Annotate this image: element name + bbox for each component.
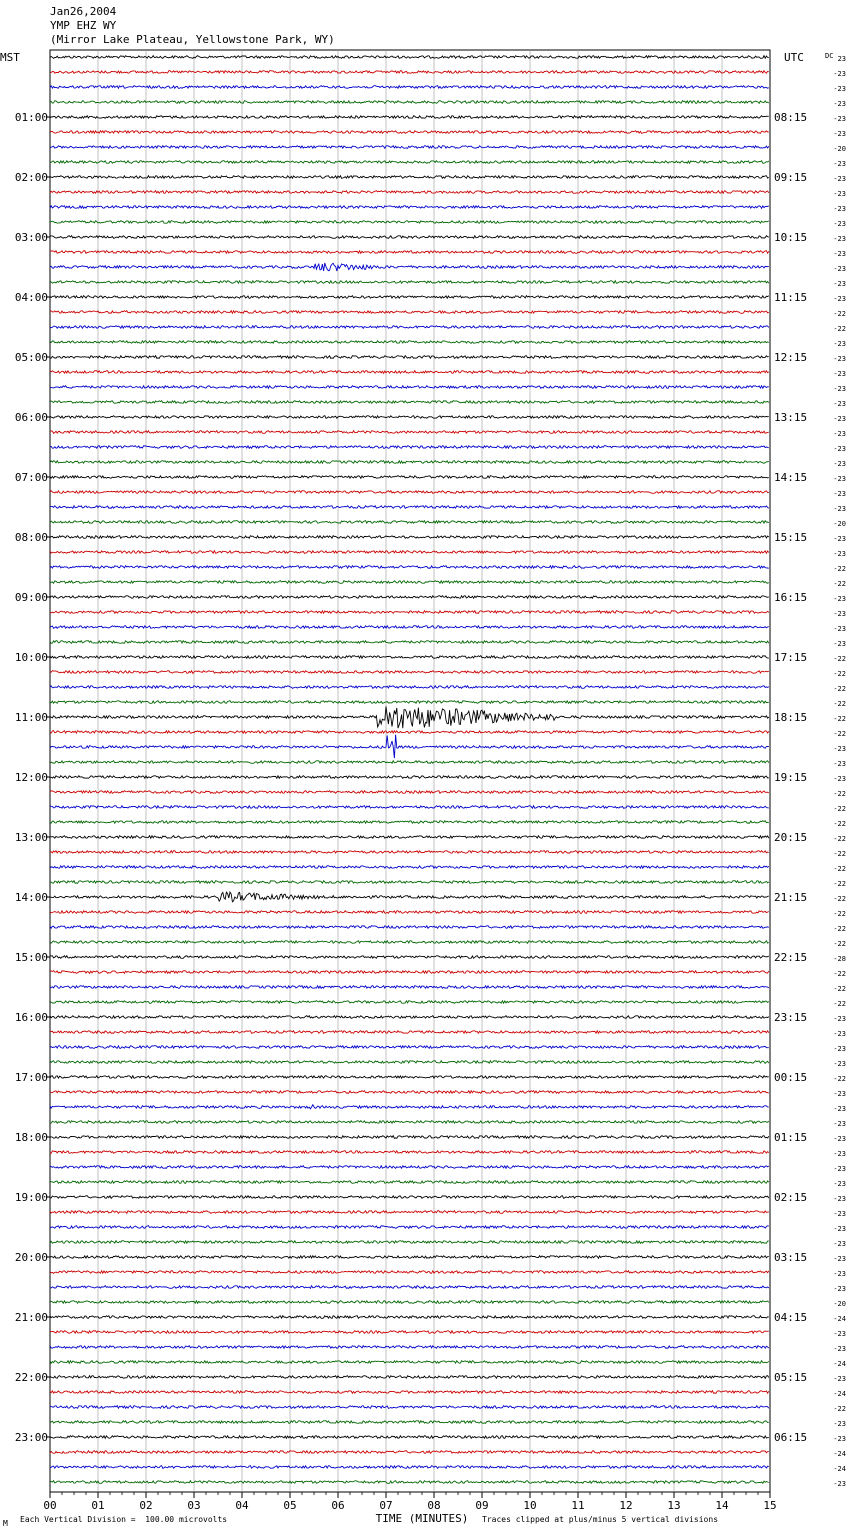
trace-offset-value: -22 [833, 895, 846, 903]
trace-line [50, 1316, 769, 1319]
trace-offset-value: -22 [833, 655, 846, 663]
trace-line [50, 776, 769, 779]
trace-line [50, 551, 769, 554]
trace-offset-value: 23 [837, 55, 846, 63]
trace-line [50, 1226, 769, 1229]
utc-hour-label: 05:15 [774, 1371, 808, 1384]
trace-offset-value: -23 [833, 430, 846, 438]
trace-offset-value: -23 [833, 1090, 846, 1098]
x-tick-label: 08 [427, 1499, 441, 1512]
trace-line [50, 1091, 769, 1094]
trace-offset-value: -23 [833, 1015, 846, 1023]
trace-line [50, 476, 769, 479]
trace-offset-value: -23 [833, 1105, 846, 1113]
station-location: (Mirror Lake Plateau, Yellowstone Park, WY) [50, 33, 335, 46]
mst-hour-label: 15:00 [14, 951, 48, 964]
trace-line [50, 971, 769, 974]
trace-offset-value: -23 [833, 1435, 846, 1443]
x-tick-label: 00 [43, 1499, 57, 1512]
trace-line [50, 236, 769, 239]
trace-line [50, 1211, 769, 1214]
utc-hour-label: 03:15 [774, 1251, 808, 1264]
trace-line [50, 251, 769, 254]
trace-line [50, 386, 769, 389]
trace-line [50, 671, 769, 674]
utc-hour-label: 16:15 [774, 591, 808, 604]
utc-hour-label: 09:15 [774, 171, 808, 184]
trace-line [50, 1466, 769, 1469]
trace-offset-value: -23 [833, 625, 846, 633]
trace-line [50, 206, 769, 209]
trace-line [50, 446, 769, 449]
trace-offset-value: -20 [833, 145, 846, 153]
x-tick-label: 04 [235, 1499, 249, 1512]
trace-line [50, 1151, 769, 1154]
trace-offset-value: -23 [833, 1375, 846, 1383]
utc-hour-label: 14:15 [774, 471, 808, 484]
trace-offset-value: -23 [833, 1480, 846, 1488]
trace-line [50, 191, 769, 194]
trace-offset-value: -23 [833, 745, 846, 753]
trace-offset-value: -23 [833, 70, 846, 78]
trace-offset-value: -23 [833, 610, 846, 618]
corner-mark: M [3, 1519, 8, 1528]
trace-offset-value: -22 [833, 985, 846, 993]
trace-offset-value: -23 [833, 595, 846, 603]
mst-hour-label: 20:00 [14, 1251, 48, 1264]
trace-offset-value: -22 [833, 715, 846, 723]
trace-line [50, 701, 769, 704]
trace-offset-value: -23 [833, 1345, 846, 1353]
trace-offset-value: -22 [833, 805, 846, 813]
utc-hour-label: 11:15 [774, 291, 808, 304]
trace-offset-value: -22 [833, 580, 846, 588]
trace-line [50, 926, 769, 929]
utc-hour-label: 19:15 [774, 771, 808, 784]
trace-line [50, 911, 769, 914]
utc-hour-label: 13:15 [774, 411, 808, 424]
x-tick-label: 12 [619, 1499, 633, 1512]
trace-offset-value: -23 [833, 1180, 846, 1188]
trace-offset-value: -23 [833, 160, 846, 168]
trace-line [50, 56, 769, 59]
trace-line [50, 1046, 769, 1049]
trace-line [50, 86, 769, 89]
trace-line [50, 506, 769, 509]
trace-offset-value: -20 [833, 1300, 846, 1308]
station-code: YMP EHZ WY [50, 19, 117, 32]
mst-hour-label: 21:00 [14, 1311, 48, 1324]
trace-line [50, 1166, 769, 1169]
trace-offset-value: -22 [833, 925, 846, 933]
trace-offset-value: -23 [833, 175, 846, 183]
mst-hour-label: 08:00 [14, 531, 48, 544]
utc-label: UTC [784, 51, 804, 64]
trace-offset-value: -22 [833, 685, 846, 693]
trace-offset-value: -23 [833, 550, 846, 558]
trace-line [50, 461, 769, 464]
trace-line [50, 596, 769, 599]
utc-hour-label: 21:15 [774, 891, 808, 904]
trace-line [50, 1121, 769, 1124]
trace-offset-value: -23 [833, 205, 846, 213]
trace-line [50, 131, 769, 134]
trace-offset-value: -22 [833, 1075, 846, 1083]
x-tick-label: 09 [475, 1499, 489, 1512]
mst-hour-label: 01:00 [14, 111, 48, 124]
trace-line [50, 491, 769, 494]
trace-offset-value: -22 [833, 310, 846, 318]
trace-offset-value: -23 [833, 1210, 846, 1218]
trace-line [50, 1016, 769, 1019]
trace-line [50, 221, 769, 224]
utc-hour-label: 15:15 [774, 531, 808, 544]
trace-line [50, 1241, 769, 1244]
trace-line [50, 1136, 769, 1139]
trace-offset-value: -23 [833, 115, 846, 123]
mst-hour-label: 06:00 [14, 411, 48, 424]
utc-hour-label: 10:15 [774, 231, 808, 244]
trace-line [50, 1076, 769, 1079]
trace-offset-value: -24 [833, 1390, 846, 1398]
trace-offset-value: -23 [833, 535, 846, 543]
trace-line [50, 1361, 769, 1364]
trace-line [50, 431, 769, 434]
trace-line [50, 161, 769, 164]
x-tick-label: 06 [331, 1499, 345, 1512]
mst-hour-label: 13:00 [14, 831, 48, 844]
trace-line [50, 1406, 769, 1409]
trace-offset-value: -24 [833, 1360, 846, 1368]
trace-line [50, 806, 769, 809]
utc-hour-label: 20:15 [774, 831, 808, 844]
trace-offset-value: -22 [833, 730, 846, 738]
trace-offset-value: -23 [833, 1150, 846, 1158]
trace-line [50, 1196, 769, 1199]
scale-note: Each Vertical Division = 100.00 microvolts [20, 1515, 228, 1524]
trace-offset-value: -22 [833, 940, 846, 948]
trace-line [50, 1436, 769, 1439]
mst-hour-label: 07:00 [14, 471, 48, 484]
trace-offset-value: -23 [833, 1270, 846, 1278]
trace-line [50, 941, 769, 944]
trace-line [50, 611, 769, 614]
x-tick-label: 14 [715, 1499, 729, 1512]
trace-line [50, 116, 769, 119]
utc-hour-label: 17:15 [774, 651, 808, 664]
trace-line [50, 1451, 769, 1454]
trace-offset-value: -22 [833, 1000, 846, 1008]
plot-date: Jan26,2004 [50, 5, 117, 18]
trace-offset-value: -23 [833, 415, 846, 423]
trace-line [50, 536, 769, 539]
mst-hour-label: 22:00 [14, 1371, 48, 1384]
trace-offset-value: -23 [833, 775, 846, 783]
utc-hour-label: 00:15 [774, 1071, 808, 1084]
trace-line [50, 521, 769, 524]
trace-line [50, 1481, 769, 1484]
trace-line [50, 1376, 769, 1379]
trace-offset-value: -22 [833, 565, 846, 573]
trace-offset-value: -22 [833, 850, 846, 858]
x-tick-label: 01 [91, 1499, 105, 1512]
trace-offset-value: -23 [833, 1165, 846, 1173]
trace-offset-value: -24 [833, 1450, 846, 1458]
trace-line [50, 296, 769, 299]
trace-offset-value: -23 [833, 265, 846, 273]
utc-hour-label: 18:15 [774, 711, 808, 724]
trace-line [50, 311, 769, 314]
trace-offset-value: -23 [833, 460, 846, 468]
utc-hour-label: 06:15 [774, 1431, 808, 1444]
x-tick-label: 05 [283, 1499, 297, 1512]
trace-offset-value: -22 [833, 1405, 846, 1413]
mst-hour-label: 19:00 [14, 1191, 48, 1204]
trace-offset-value: -22 [833, 970, 846, 978]
mst-hour-label: 10:00 [14, 651, 48, 664]
trace-offset-value: -22 [833, 820, 846, 828]
trace-offset-value: -22 [833, 325, 846, 333]
trace-offset-value: -23 [833, 340, 846, 348]
trace-offset-value: -22 [833, 670, 846, 678]
utc-hour-label: 23:15 [774, 1011, 808, 1024]
x-tick-label: 07 [379, 1499, 393, 1512]
trace-line [50, 1181, 769, 1184]
trace-line [50, 881, 769, 884]
trace-line [50, 1061, 769, 1064]
trace-line [50, 866, 769, 869]
trace-offset-value: -23 [833, 295, 846, 303]
trace-line [50, 416, 769, 419]
trace-offset-value: -23 [833, 250, 846, 258]
trace-offset-value: -23 [833, 190, 846, 198]
trace-offset-value: -23 [833, 490, 846, 498]
trace-line [50, 1105, 769, 1109]
trace-offset-value: -23 [833, 1195, 846, 1203]
trace-line [50, 641, 769, 644]
utc-hour-label: 12:15 [774, 351, 808, 364]
trace-line [50, 1001, 769, 1004]
trace-line [50, 892, 769, 902]
x-axis-label: TIME (MINUTES) [375, 1512, 469, 1525]
trace-line [50, 686, 769, 689]
trace-line [50, 731, 769, 734]
trace-line [50, 281, 769, 284]
trace-offset-value: -23 [833, 640, 846, 648]
trace-line [50, 581, 769, 584]
trace-line [50, 146, 769, 149]
trace-line [50, 626, 769, 629]
trace-offset-value: -23 [833, 1330, 846, 1338]
utc-hour-label: 02:15 [774, 1191, 808, 1204]
trace-offset-value: -23 [833, 280, 846, 288]
trace-line [50, 71, 769, 74]
trace-offset-value: -23 [833, 760, 846, 768]
trace-line [50, 1421, 769, 1424]
trace-offset-value: -23 [833, 85, 846, 93]
trace-line [50, 956, 769, 959]
trace-offset-value: -23 [833, 1045, 846, 1053]
trace-line [50, 986, 769, 989]
trace-offset-value: -23 [833, 1135, 846, 1143]
trace-line [50, 761, 769, 764]
trace-line [50, 821, 769, 824]
trace-offset-value: -22 [833, 790, 846, 798]
trace-offset-value: -28 [833, 955, 846, 963]
trace-line [50, 1331, 769, 1334]
mst-hour-label: 04:00 [14, 291, 48, 304]
trace-line [50, 1391, 769, 1394]
trace-line [50, 1031, 769, 1034]
trace-offset-value: -23 [833, 355, 846, 363]
mst-hour-label: 16:00 [14, 1011, 48, 1024]
trace-line [50, 356, 769, 359]
trace-offset-value: -23 [833, 1255, 846, 1263]
x-tick-label: 13 [667, 1499, 681, 1512]
trace-offset-value: -23 [833, 1420, 846, 1428]
trace-line [50, 1346, 769, 1349]
trace-offset-value: -22 [833, 880, 846, 888]
mst-hour-label: 23:00 [14, 1431, 48, 1444]
trace-offset-value: -24 [833, 1315, 846, 1323]
clip-note: Traces clipped at plus/minus 5 vertical divisions [482, 1515, 719, 1524]
trace-offset-value: -23 [833, 1240, 846, 1248]
trace-line [50, 1286, 769, 1289]
trace-offset-value: -23 [833, 100, 846, 108]
trace-offset-value: -23 [833, 235, 846, 243]
trace-line [50, 176, 769, 179]
mst-hour-label: 11:00 [14, 711, 48, 724]
mst-hour-label: 03:00 [14, 231, 48, 244]
trace-offset-value: -23 [833, 400, 846, 408]
trace-offset-value: -23 [833, 385, 846, 393]
x-tick-label: 03 [187, 1499, 201, 1512]
trace-offset-value: -23 [833, 1285, 846, 1293]
trace-line [50, 401, 769, 404]
trace-offset-value: -23 [833, 475, 846, 483]
utc-hour-label: 01:15 [774, 1131, 808, 1144]
mst-label: MST [0, 51, 20, 64]
trace-line [50, 566, 769, 569]
trace-offset-value: -23 [833, 445, 846, 453]
dc-label: DC [825, 52, 834, 60]
trace-line [50, 836, 769, 839]
trace-offset-value: -22 [833, 700, 846, 708]
mst-hour-label: 12:00 [14, 771, 48, 784]
trace-line [50, 706, 769, 728]
trace-offset-value: -20 [833, 520, 846, 528]
x-tick-label: 10 [523, 1499, 537, 1512]
trace-line [50, 851, 769, 854]
trace-offset-value: -23 [833, 130, 846, 138]
trace-line [50, 341, 769, 344]
trace-offset-value: -23 [833, 1120, 846, 1128]
utc-hour-label: 08:15 [774, 111, 808, 124]
mst-hour-label: 17:00 [14, 1071, 48, 1084]
trace-offset-value: -22 [833, 910, 846, 918]
trace-offset-value: -23 [833, 220, 846, 228]
trace-line [50, 1256, 769, 1259]
trace-offset-value: -24 [833, 1465, 846, 1473]
mst-hour-label: 02:00 [14, 171, 48, 184]
trace-line [50, 656, 769, 659]
trace-line [50, 263, 769, 271]
trace-line [50, 735, 769, 758]
trace-offset-value: -23 [833, 1225, 846, 1233]
mst-hour-label: 14:00 [14, 891, 48, 904]
x-tick-label: 15 [763, 1499, 777, 1512]
trace-offset-value: -23 [833, 370, 846, 378]
utc-hour-label: 22:15 [774, 951, 808, 964]
x-tick-label: 11 [571, 1499, 585, 1512]
trace-offset-value: -23 [833, 505, 846, 513]
x-tick-label: 02 [139, 1499, 153, 1512]
trace-line [50, 1271, 769, 1274]
trace-line [50, 101, 769, 104]
mst-hour-label: 09:00 [14, 591, 48, 604]
trace-line [50, 326, 769, 329]
mst-hour-label: 05:00 [14, 351, 48, 364]
trace-line [50, 791, 769, 794]
trace-offset-value: -22 [833, 865, 846, 873]
mst-hour-label: 18:00 [14, 1131, 48, 1144]
trace-offset-value: -22 [833, 835, 846, 843]
utc-hour-label: 04:15 [774, 1311, 808, 1324]
trace-offset-value: -23 [833, 1030, 846, 1038]
trace-line [50, 1301, 769, 1304]
trace-offset-value: -23 [833, 1060, 846, 1068]
trace-line [50, 371, 769, 374]
